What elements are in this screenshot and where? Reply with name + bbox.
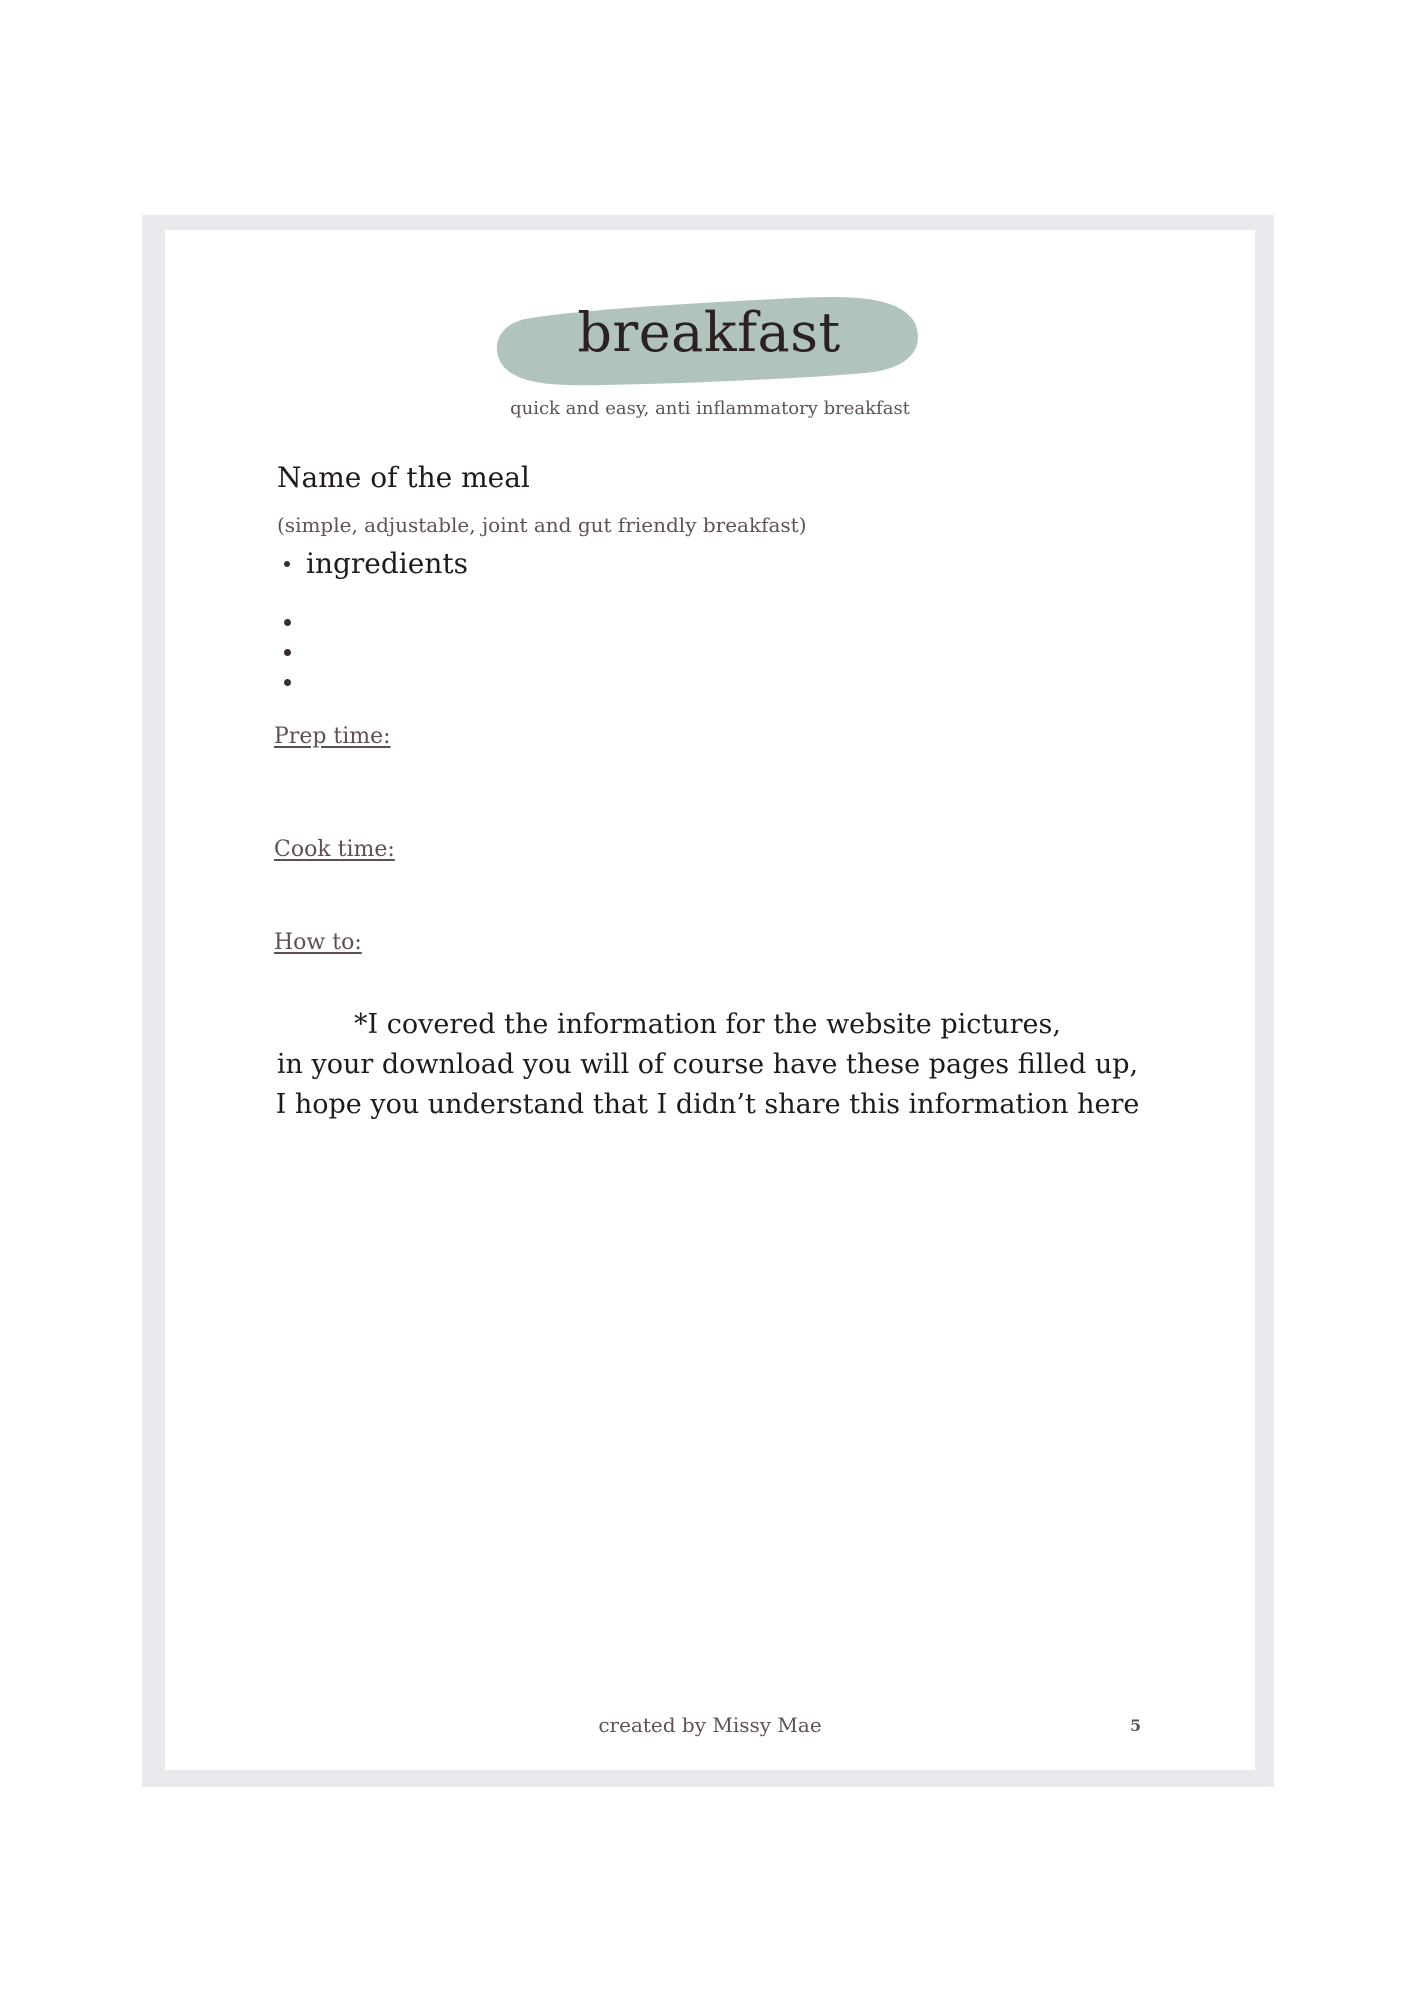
- notice-line: I hope you understand that I didn’t share this information here: [275, 1089, 1140, 1120]
- meal-name: Name of the meal: [277, 461, 530, 494]
- ingredient-item: [284, 649, 291, 656]
- meal-description: (simple, adjustable, joint and gut friendly breakfast): [277, 513, 807, 537]
- notice-text: [240, 1005, 1175, 1125]
- footer-credit: created by Missy Mae: [598, 1713, 822, 1737]
- bullet-icon: [284, 561, 290, 567]
- cook-time-label: Cook time:: [274, 837, 395, 862]
- how-to-label: How to:: [274, 930, 362, 955]
- ingredient-item: [284, 619, 291, 626]
- ingredient-item: [284, 679, 291, 686]
- bullet-icon: [284, 679, 291, 686]
- bullet-icon: [284, 619, 291, 626]
- page-number: 5: [1130, 1716, 1142, 1735]
- page-title: breakfast: [577, 301, 841, 364]
- bullet-icon: [284, 649, 291, 656]
- page-subtitle: quick and easy, anti inflammatory breakfast: [510, 398, 910, 419]
- prep-time-label: Prep time:: [274, 724, 391, 749]
- notice-line: in your download you will of course have these pages filled up,: [276, 1049, 1139, 1080]
- notice-line: *I covered the information for the website pictures,: [354, 1009, 1061, 1040]
- title-banner: [495, 293, 923, 386]
- ingredients-heading: [284, 547, 468, 580]
- ingredients-label: ingredients: [306, 547, 468, 580]
